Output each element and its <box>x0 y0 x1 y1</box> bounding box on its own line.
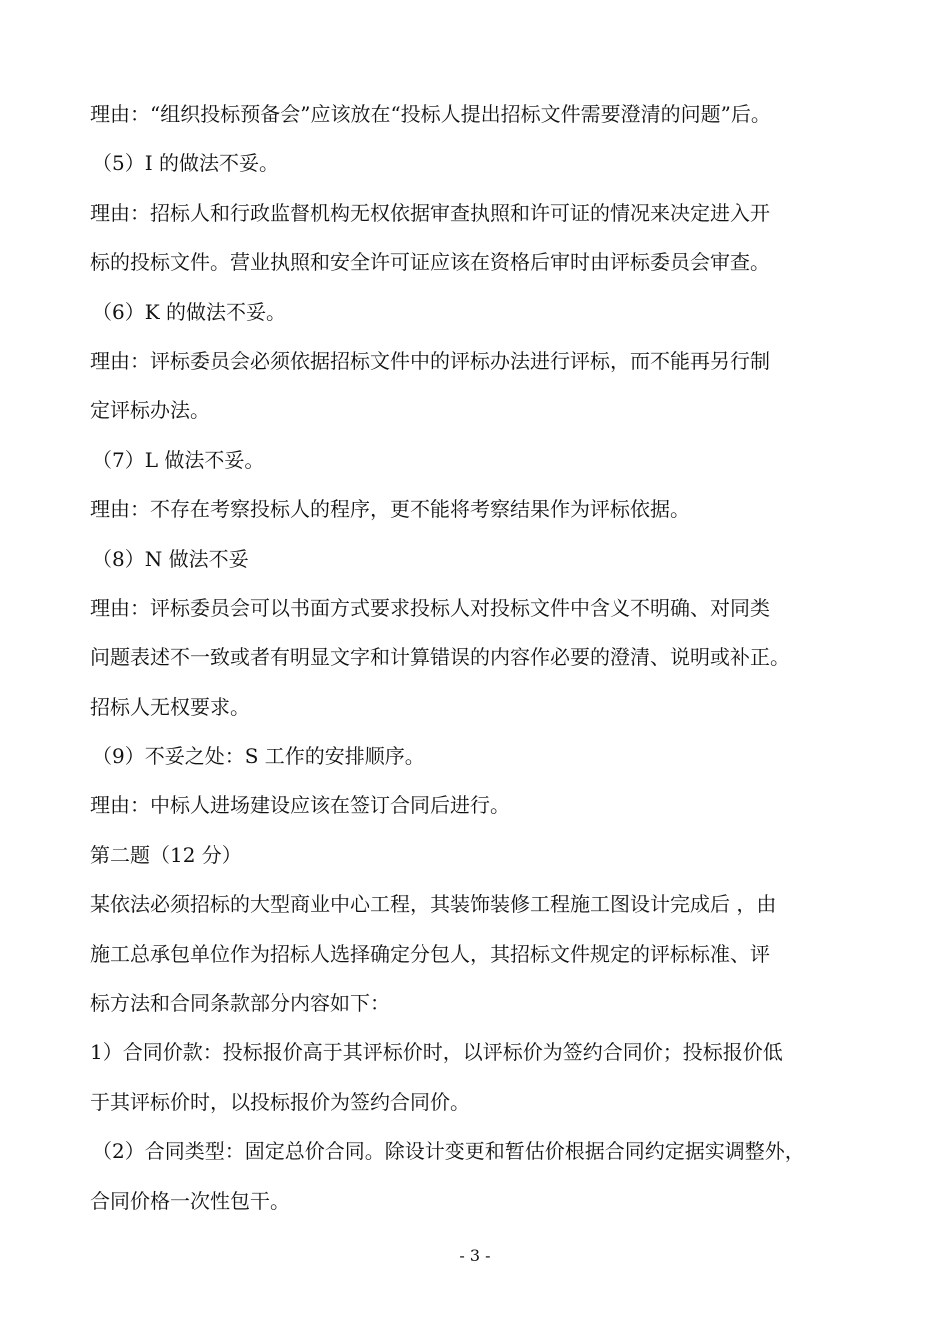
text-line: 定评标办法。 <box>90 398 210 423</box>
page-number: - 3 - <box>459 1246 491 1265</box>
text-line: 施工总承包单位作为招标人选择确定分包人，其招标文件规定的评标标准、评 <box>90 941 770 966</box>
text-line: 理由：评标委员会可以书面方式要求投标人对投标文件中含义不明确、对同类 <box>90 595 770 620</box>
text-line: 问题表述不一致或者有明显文字和计算错误的内容作必要的澄清、说明或补正。 <box>90 645 790 670</box>
text-line: 理由：招标人和行政监督机构无权依据审查执照和许可证的情况来决定进入开 <box>90 200 770 225</box>
text-line: （5）I 的做法不妥。 <box>92 151 279 176</box>
section-heading: 第二题（12 分） <box>90 842 242 867</box>
text-line: 理由：不存在考察投标人的程序，更不能将考察结果作为评标依据。 <box>90 497 690 522</box>
text-line: （8）N 做法不妥 <box>92 546 249 571</box>
text-line: （6）K 的做法不妥。 <box>92 299 287 324</box>
text-line: 标方法和合同条款部分内容如下： <box>90 991 390 1016</box>
document-body <box>90 90 865 1226</box>
text-line: 招标人无权要求。 <box>90 694 250 719</box>
text-line: （7）L 做法不妥。 <box>92 447 265 472</box>
text-line: （9）不妥之处：S 工作的安排顺序。 <box>92 744 425 769</box>
text-line: 标的投标文件。营业执照和安全许可证应该在资格后审时由评标委员会审查。 <box>90 250 770 275</box>
text-line: （2）合同类型：固定总价合同。除设计变更和暂估价根据合同约定据实调整外， <box>92 1139 805 1164</box>
text-line: 理由：评标委员会必须依据招标文件中的评标办法进行评标，而不能再另行制 <box>90 348 770 373</box>
text-line: 合同价格一次性包干。 <box>90 1188 290 1213</box>
text-line: 理由：“组织投标预备会”应该放在“投标人提出招标文件需要澄清的问题”后。 <box>90 102 771 126</box>
text-line: 理由：中标人进场建设应该在签订合同后进行。 <box>90 793 510 818</box>
text-line: 某依法必须招标的大型商业中心工程，其装饰装修工程施工图设计完成后 ，由 <box>90 892 777 917</box>
text-line: 1）合同价款：投标报价高于其评标价时，以评标价为签约合同价；投标报价低 <box>90 1040 783 1065</box>
text-line: 于其评标价时，以投标报价为签约合同价。 <box>90 1089 470 1114</box>
